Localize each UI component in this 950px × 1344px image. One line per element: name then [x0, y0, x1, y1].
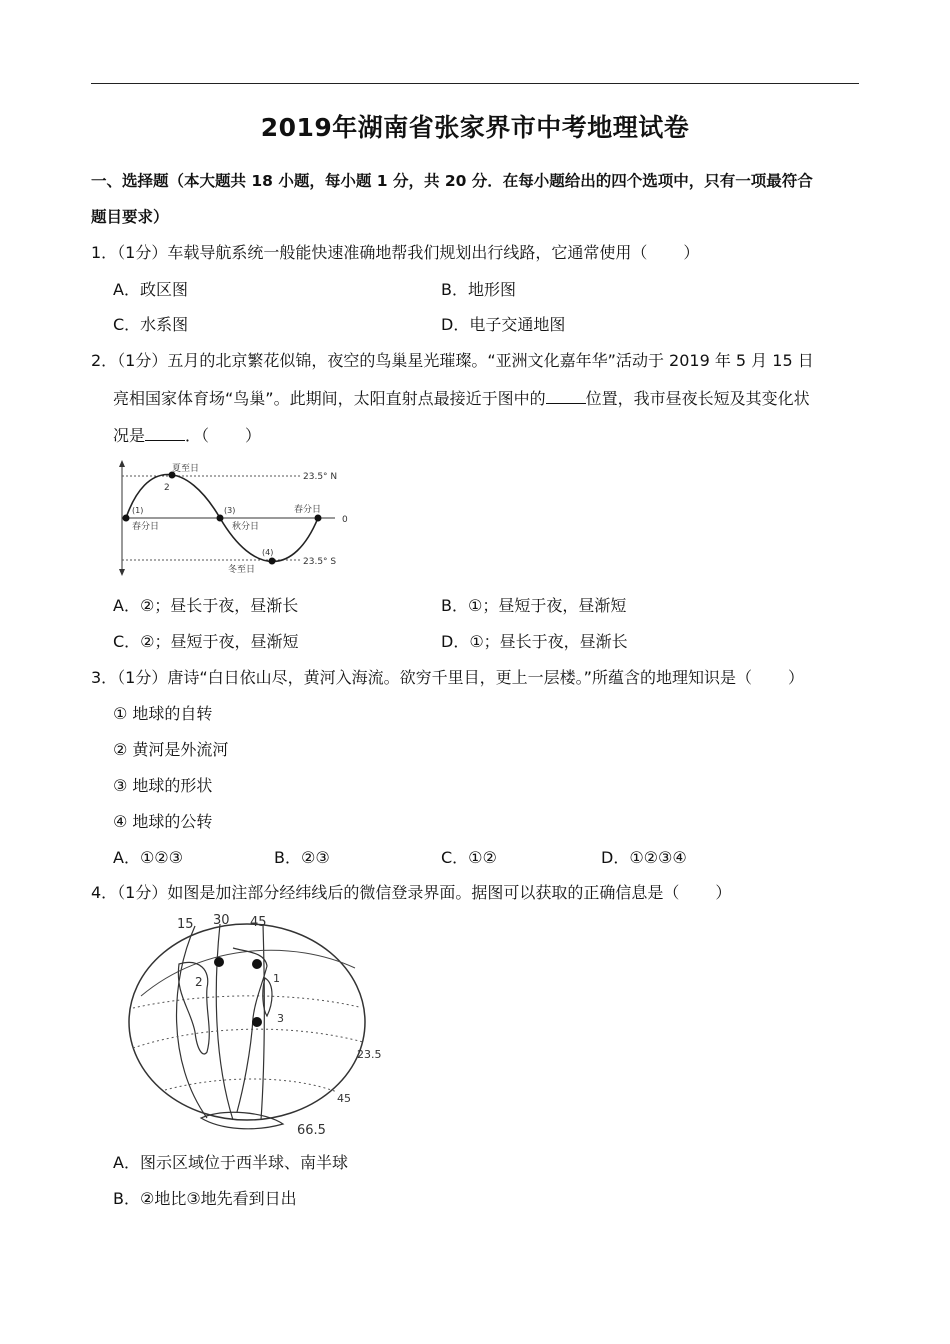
wechat-globe-diagram — [115, 912, 395, 1137]
label-autumn-equinox: 秋分日 — [232, 522, 260, 532]
q2-option-b[interactable]: B．①；昼短于夜，昼渐短 — [441, 596, 627, 615]
label-spring-equinox-end: 春分日 — [294, 505, 322, 515]
q2-blank-2[interactable] — [145, 426, 185, 441]
solar-declination-diagram — [110, 458, 370, 578]
marker-4: (4) — [262, 548, 274, 557]
q1-stem: 1．（1分）车载导航系统一般能快速准确地帮我们规划出行线路，它通常使用（ ） — [91, 243, 700, 262]
label-lat-south: 23.5° S — [303, 557, 337, 567]
label-equator: 0 — [342, 515, 348, 525]
section-heading: 一、选择题（本大题共 18 小题，每小题 1 分，共 20 分．在每小题给出的四个选项中，只有一项最符合 — [91, 172, 813, 190]
label-lat-66: 66.5 — [297, 1123, 326, 1137]
marker-1: (1) — [132, 506, 144, 515]
label-lat-23: 23.5 — [357, 1048, 382, 1061]
q4-option-b[interactable]: B．②地比③地先看到日出 — [113, 1189, 297, 1208]
q1-option-c[interactable]: C．水系图 — [113, 315, 189, 334]
label-spring-equinox-start: 春分日 — [132, 522, 160, 532]
point-2-label: 2 — [195, 975, 203, 989]
label-lon-15: 15 — [177, 917, 194, 932]
q3-option-c[interactable]: C．①② — [441, 848, 497, 867]
q1-option-b[interactable]: B．地形图 — [441, 280, 516, 299]
q3-option-b[interactable]: B．②③ — [274, 848, 330, 867]
q3-stem: 3．（1分）唐诗“白日依山尽，黄河入海流。欲穷千里目，更上一层楼。”所蕴含的地理知识是（ ） — [91, 668, 804, 687]
q1-option-a[interactable]: A．政区图 — [113, 280, 188, 299]
q2-stem-line1: 2．（1分）五月的北京繁花似锦，夜空的鸟巢星光璀璨。“亚洲文化嘉年华”活动于 2019 年 5 月 15 日 — [91, 351, 814, 370]
q3-option-a[interactable]: A．①②③ — [113, 848, 183, 867]
q2-option-c[interactable]: C．②；昼短于夜，昼渐短 — [113, 632, 299, 651]
q3-option-d[interactable]: D．①②③④ — [601, 848, 687, 867]
label-summer-solstice: 夏至日 — [172, 464, 200, 474]
q2-option-a[interactable]: A．②；昼长于夜，昼渐长 — [113, 596, 299, 615]
label-lon-30: 30 — [213, 913, 230, 928]
label-lat-north: 23.5° N — [303, 472, 338, 482]
label-lat-45: 45 — [337, 1092, 351, 1105]
q2-stem-line3: 况是 ．（ ） — [113, 426, 262, 445]
q3-item-1: ① 地球的自转 — [113, 704, 213, 723]
q3-item-4: ④ 地球的公转 — [113, 812, 213, 831]
q3-item-3: ③ 地球的形状 — [113, 776, 213, 795]
marker-3: (3) — [224, 506, 236, 515]
q4-option-a[interactable]: A．图示区域位于西半球、南半球 — [113, 1153, 348, 1172]
q2-stem-line2: 亮相国家体育场“鸟巢”。此期间，太阳直射点最接近于图中的 位置，我市昼夜长短及其变化状 — [113, 389, 810, 408]
header-rule — [91, 83, 859, 84]
q2-blank-1[interactable] — [546, 389, 586, 404]
marker-2: 2 — [164, 483, 170, 493]
label-winter-solstice: 冬至日 — [228, 565, 256, 575]
q4-stem: 4．（1分）如图是加注部分经纬线后的微信登录界面。据图可以获取的正确信息是（ ） — [91, 883, 732, 902]
q3-item-2: ② 黄河是外流河 — [113, 740, 229, 759]
label-lon-45: 45 — [250, 915, 267, 930]
point-1-label: 1 — [273, 972, 280, 985]
point-3-label: 3 — [277, 1012, 284, 1025]
q1-option-d[interactable]: D．电子交通地图 — [441, 315, 566, 334]
page-title: 2019年湖南省张家界市中考地理试卷 — [260, 113, 690, 142]
section-heading-cont: 题目要求） — [91, 208, 169, 226]
q2-option-d[interactable]: D．①；昼长于夜，昼渐长 — [441, 632, 628, 651]
